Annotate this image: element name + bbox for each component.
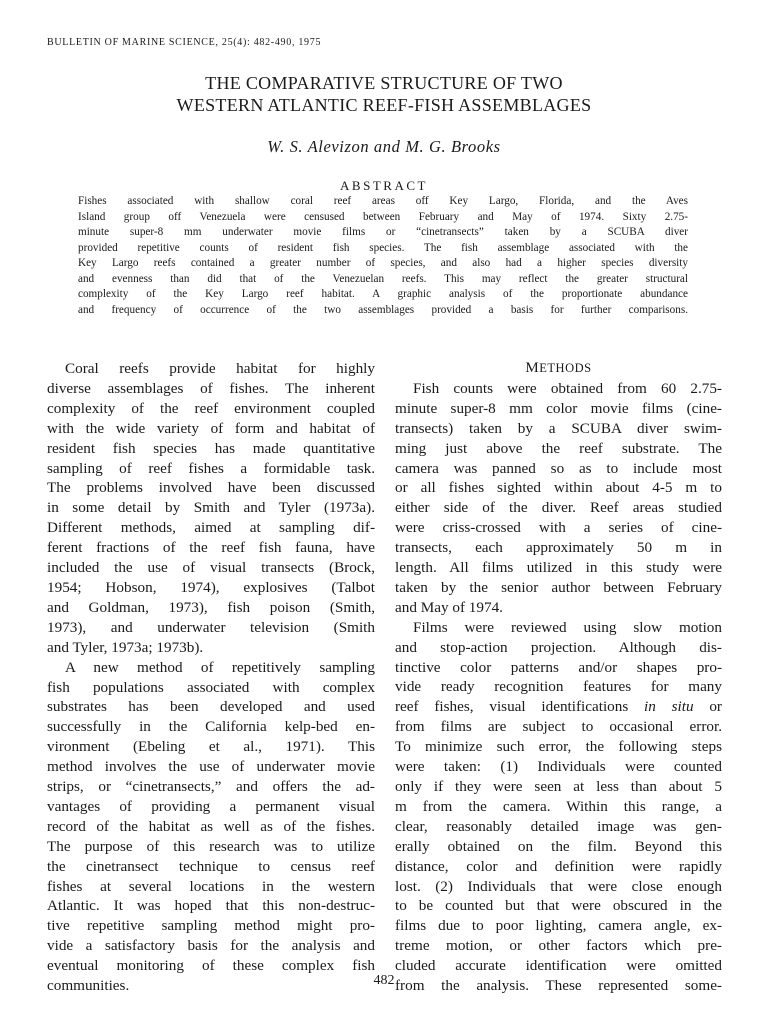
body-line: Coral reefs provide habitat for highly [65, 360, 375, 377]
body-line: were taken: (1) Individuals were counted [395, 758, 722, 776]
body-line: minute super-8 mm color movie films (cine- [395, 399, 722, 417]
body-line: camera was panned so as to include most [395, 459, 722, 477]
abstract-line: minute super-8 mm underwater movie films or “cinetransects” taken by a SCUBA diver [78, 226, 688, 238]
abstract-line: Fishes associated with shallow coral reef areas off Key Largo, Florida, and the Aves [78, 195, 688, 207]
body-line: vironment (Ebeling et al., 1971). This [47, 738, 375, 756]
body-line: and May of 1974. [395, 598, 503, 616]
body-line: eventual monitoring of these complex fish [47, 957, 375, 975]
body-line: Different methods, aimed at sampling dif- [47, 519, 375, 537]
body-line: and Tyler, 1973a; 1973b). [47, 638, 204, 656]
in-situ-after: or [693, 698, 722, 716]
body-line: included the use of visual transects (Brock, [47, 559, 375, 577]
abstract-line: provided repetitive counts of resident fish species. The fish assemblage associated with the [78, 241, 688, 254]
body-line: m from the camera. Within this range, a [395, 797, 722, 815]
title-line-2: WESTERN ATLANTIC REEF-FISH ASSEMBLAGES [176, 95, 592, 115]
body-line: distance, color and definition were rapidly [395, 857, 722, 875]
abstract-heading: ABSTRACT [340, 178, 428, 193]
body-line: vantages of providing a permanent visual [47, 797, 375, 815]
body-line-in-situ [395, 697, 722, 717]
body-line: taken by the senior author between February [395, 578, 722, 596]
methods-column [395, 359, 722, 996]
body-line: fish populations associated with complex [47, 678, 375, 696]
body-line: To minimize such error, the following steps [395, 738, 722, 756]
body-line: from films are subject to occasional error. [395, 718, 722, 736]
body-line: Fish counts were obtained from 60 2.75- [413, 379, 722, 397]
body-line: transects) taken by a SCUBA diver swim- [395, 419, 722, 437]
methods-heading-cap: M [525, 360, 540, 376]
body-line: length. All films utilized in this study were [395, 559, 722, 577]
abstract-line: and evenness than did that of the Venezuelan reefs. This may reflect the greater structural [78, 272, 688, 285]
introduction-column [47, 359, 375, 996]
body-line: only if they were seen at less than about 5 [395, 778, 722, 796]
abstract-line: Island group off Venezuela were censused between February and May of 1974. Sixty 2.75- [78, 210, 688, 223]
abstract-line: Key Largo reefs contained a greater number of species, and also had a higher species diversity [78, 257, 688, 269]
body-line: were criss-crossed with a series of cine- [395, 519, 722, 537]
body-line: or all fishes sighted within about 4-5 m to [395, 479, 722, 497]
methods-heading-rest: ETHODS [539, 361, 592, 375]
body-line: erally obtained on the film. Beyond this [395, 837, 722, 855]
body-line: fishes at several locations in the western [47, 877, 375, 895]
body-line: substrates has been developed and used [47, 698, 375, 716]
body-line: cluded accurate identification were omitted [395, 957, 722, 975]
body-line: tive repetitive sampling method might pro- [47, 917, 375, 935]
article-authors: W. S. Alevizon and M. G. Brooks [267, 137, 501, 156]
body-line: 1973), and underwater television (Smith [47, 618, 375, 636]
title-line-1: THE COMPARATIVE STRUCTURE OF TWO [205, 73, 563, 93]
body-line: ferent fractions of the reef fish fauna, have [47, 539, 375, 557]
body-line: tinctive color patterns and/or shapes pro- [395, 658, 722, 676]
body-line: in some detail by Smith and Tyler (1973a). [47, 499, 375, 517]
body-line: ming just above the reef substrate. The [395, 439, 722, 457]
body-line: lost. (2) Individuals that were close enough [395, 877, 722, 895]
body-line: to be counted but that were obscured in the [395, 897, 722, 915]
body-line: The purpose of this research was to utilize [47, 837, 375, 855]
body-line: diverse assemblages of fishes. The inherent [47, 379, 375, 397]
body-line: from the analysis. These represented some- [395, 977, 722, 995]
body-line: with the wide variety of form and habitat of [47, 419, 375, 437]
page-number: 482 [373, 973, 395, 988]
body-line: strips, or “cinetransects,” and offers the ad- [47, 778, 375, 796]
body-line: clear, reasonably detailed image was gen- [395, 817, 722, 835]
body-line: and stop-action projection. Although dis- [395, 638, 722, 656]
body-line: method involves the use of underwater movie [47, 758, 375, 776]
body-line: vide a satisfactory basis for the analysis and [47, 937, 375, 955]
body-line: communities. [47, 977, 130, 995]
body-line: A new method of repetitively sampling [65, 658, 375, 676]
body-line: treme motion, or other factors which pre- [395, 937, 722, 955]
body-line: sampling of reef fishes a formidable task. [47, 459, 375, 477]
journal-citation: BULLETIN OF MARINE SCIENCE, 25(4): 482-490, 1975 [47, 37, 322, 48]
methods-heading [395, 359, 722, 379]
in-situ-italic: in situ [644, 698, 694, 716]
body-line: complexity of the reef environment coupled [47, 399, 375, 417]
body-line: films due to poor lighting, camera angle, ex- [395, 917, 722, 935]
in-situ-before: reef fishes, visual identifications [395, 698, 645, 716]
abstract-body [78, 194, 688, 318]
body-line: Films were reviewed using slow motion [413, 618, 722, 636]
body-line: Atlantic. It was hoped that this non-destruc- [47, 897, 375, 915]
body-line: record of the habitat as well as of the fishes. [47, 817, 375, 835]
body-line: either side of the diver. Reef areas studied [395, 499, 722, 517]
abstract-line: complexity of the Key Largo reef habitat. A graphic analysis of the proportionate abundance [78, 288, 688, 300]
body-line: successfully in the California kelp-bed en- [47, 718, 375, 736]
body-line: The problems involved have been discussed [47, 479, 375, 497]
body-line: the cinetransect technique to census reef [47, 857, 375, 875]
body-line: vide ready recognition features for many [395, 678, 722, 696]
body-line: resident fish species has made quantitative [47, 439, 375, 457]
body-line: and Goldman, 1973), fish poison (Smith, [47, 598, 375, 616]
body-line: 1954; Hobson, 1974), explosives (Talbot [47, 578, 375, 596]
abstract-line: and frequency of occurrence of the two assemblages provided a basis for further comparisons. [78, 303, 688, 316]
article-title [0, 72, 768, 116]
body-line: transects, each approximately 50 m in [395, 539, 722, 557]
